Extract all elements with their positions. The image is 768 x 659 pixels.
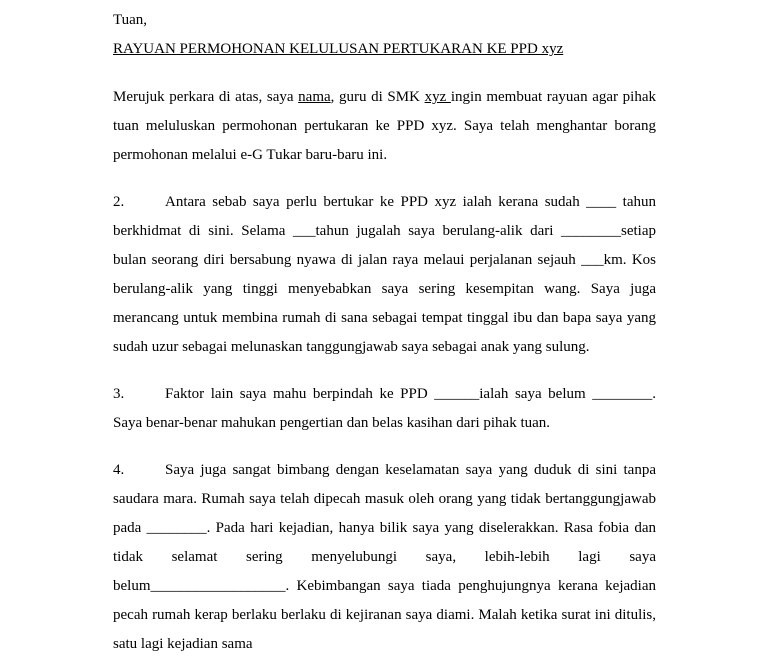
text-segment: Saya juga sangat bimbang dengan keselamatan saya yang duduk di sini tanpa saudara mara. Rumah saya telah dipecah masuk oleh orang yang tidak bertanggungjawab pada ________. Pada hari kejadian, hanya bilik saya yang diselerakkan. Rasa fobia dan tidak selamat sering menyelubungi saya, lebih-lebih lagi saya belum__________________. Kebimbangan saya tiada penghujungnya kerana kejadian pecah rumah kerap berlaku berlaku di kejiranan saya diami. Malah ketika surat ini ditulis, satu lagi kejadian sama (113, 462, 656, 652)
paragraphs-container (113, 83, 656, 659)
salutation: Tuan, (113, 12, 148, 28)
paragraph-number: 3. (113, 386, 125, 402)
paragraph (113, 380, 656, 438)
paragraph (113, 83, 656, 170)
text-segment: Antara sebab saya perlu bertukar ke PPD xyz ialah kerana sudah ____ tahun berkhidmat di sini. Selama ___tahun jugalah saya berulang-alik dari ________setiap bulan seorang diri bersabung nyawa di jalan raya melaui perjalanan sejauh ___km. Kos berulang-alik yang tinggi menyebabkan saya sering kesempitan wang. Saya juga merancang untuk membina rumah di sana sebagai tempat tinggal ibu dan bapa saya yang sudah uzur sebagai melunaskan tanggungjawab saya sebagai anak yang sulung. (113, 194, 656, 355)
document-title: RAYUAN PERMOHONAN KELULUSAN PERTUKARAN KE PPD xyz (113, 41, 564, 57)
paragraph (113, 188, 656, 362)
paragraph-number: 2. (113, 194, 125, 210)
text-segment: Merujuk perkara di atas, saya (113, 89, 299, 105)
underlined-text: xyz (424, 89, 451, 105)
text-segment: , guru di SMK (330, 89, 425, 105)
paragraph (113, 456, 656, 659)
text-segment: Faktor lain saya mahu berpindah ke PPD ______ialah saya belum ________. Saya benar-benar mahukan pengertian dan belas kasihan dari pihak tuan. (113, 386, 656, 431)
underlined-text: nama (298, 89, 331, 105)
text-segment: ingin membuat rayuan agar pihak tuan meluluskan permohonan pertukaran ke PPD xyz. Saya telah menghantar borang permohonan melalui e-G Tukar baru-baru ini. (113, 89, 656, 163)
paragraph-number: 4. (113, 462, 125, 478)
